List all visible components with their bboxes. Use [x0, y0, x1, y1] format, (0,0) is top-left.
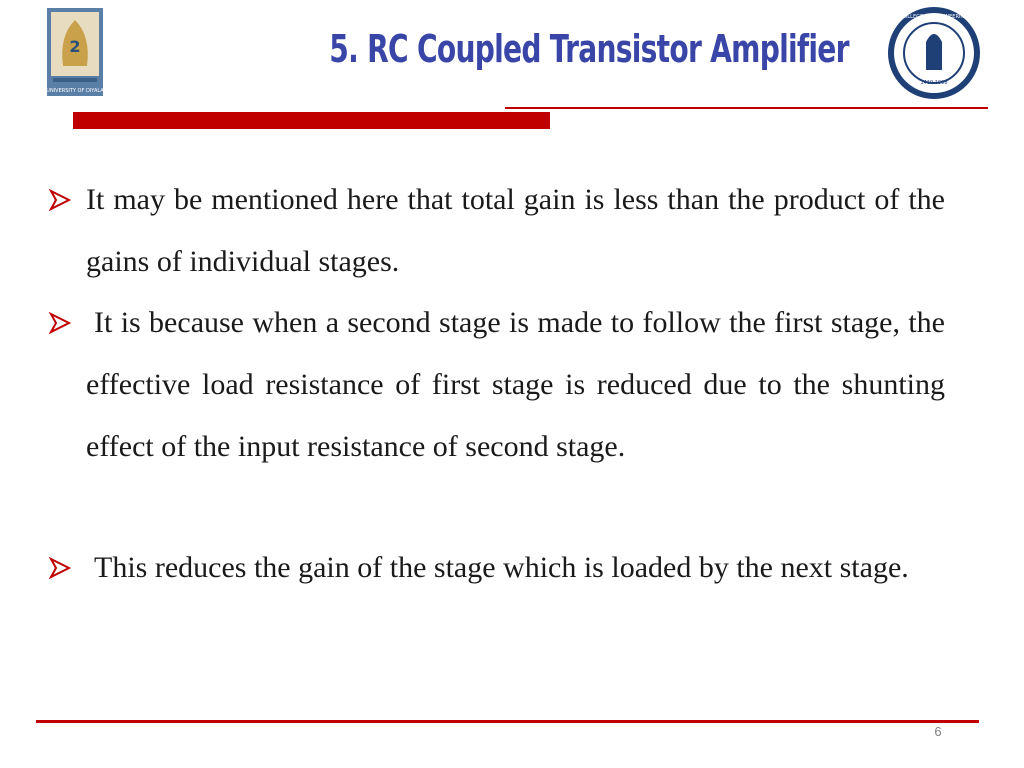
footer-divider: [36, 720, 979, 723]
bullet-text-1: It may be mentioned here that total gain is less than the product of the gains of individual stages.: [86, 183, 945, 278]
arrow-bullet-icon: [49, 312, 77, 334]
page-number: 6: [934, 724, 942, 739]
svg-text:COLLEGE OF ENGINEERING: COLLEGE OF ENGINEERING: [899, 14, 969, 20]
header-divider-thick: [73, 112, 550, 129]
svg-text:UNIVERSITY OF DIYALA: UNIVERSITY OF DIYALA: [46, 88, 104, 94]
svg-text:2: 2: [69, 37, 81, 56]
svg-text:1419 1998: 1419 1998: [920, 80, 948, 86]
page-title: 5. RC Coupled Transistor Amplifier: [329, 27, 849, 71]
bullet-text-3: This reduces the gain of the stage which is loaded by the next stage.: [94, 551, 909, 584]
arrow-bullet-icon: [49, 189, 77, 211]
bullet-text-2: It is because when a second stage is made to follow the first stage, the effective load resistance of first stage is reduced due to the shunting effect of the input resistance of second stage.: [86, 306, 945, 463]
header-divider-thin: [505, 107, 988, 109]
arrow-bullet-icon: [49, 557, 77, 579]
college-logo: [885, 4, 983, 102]
university-logo: [45, 6, 105, 98]
